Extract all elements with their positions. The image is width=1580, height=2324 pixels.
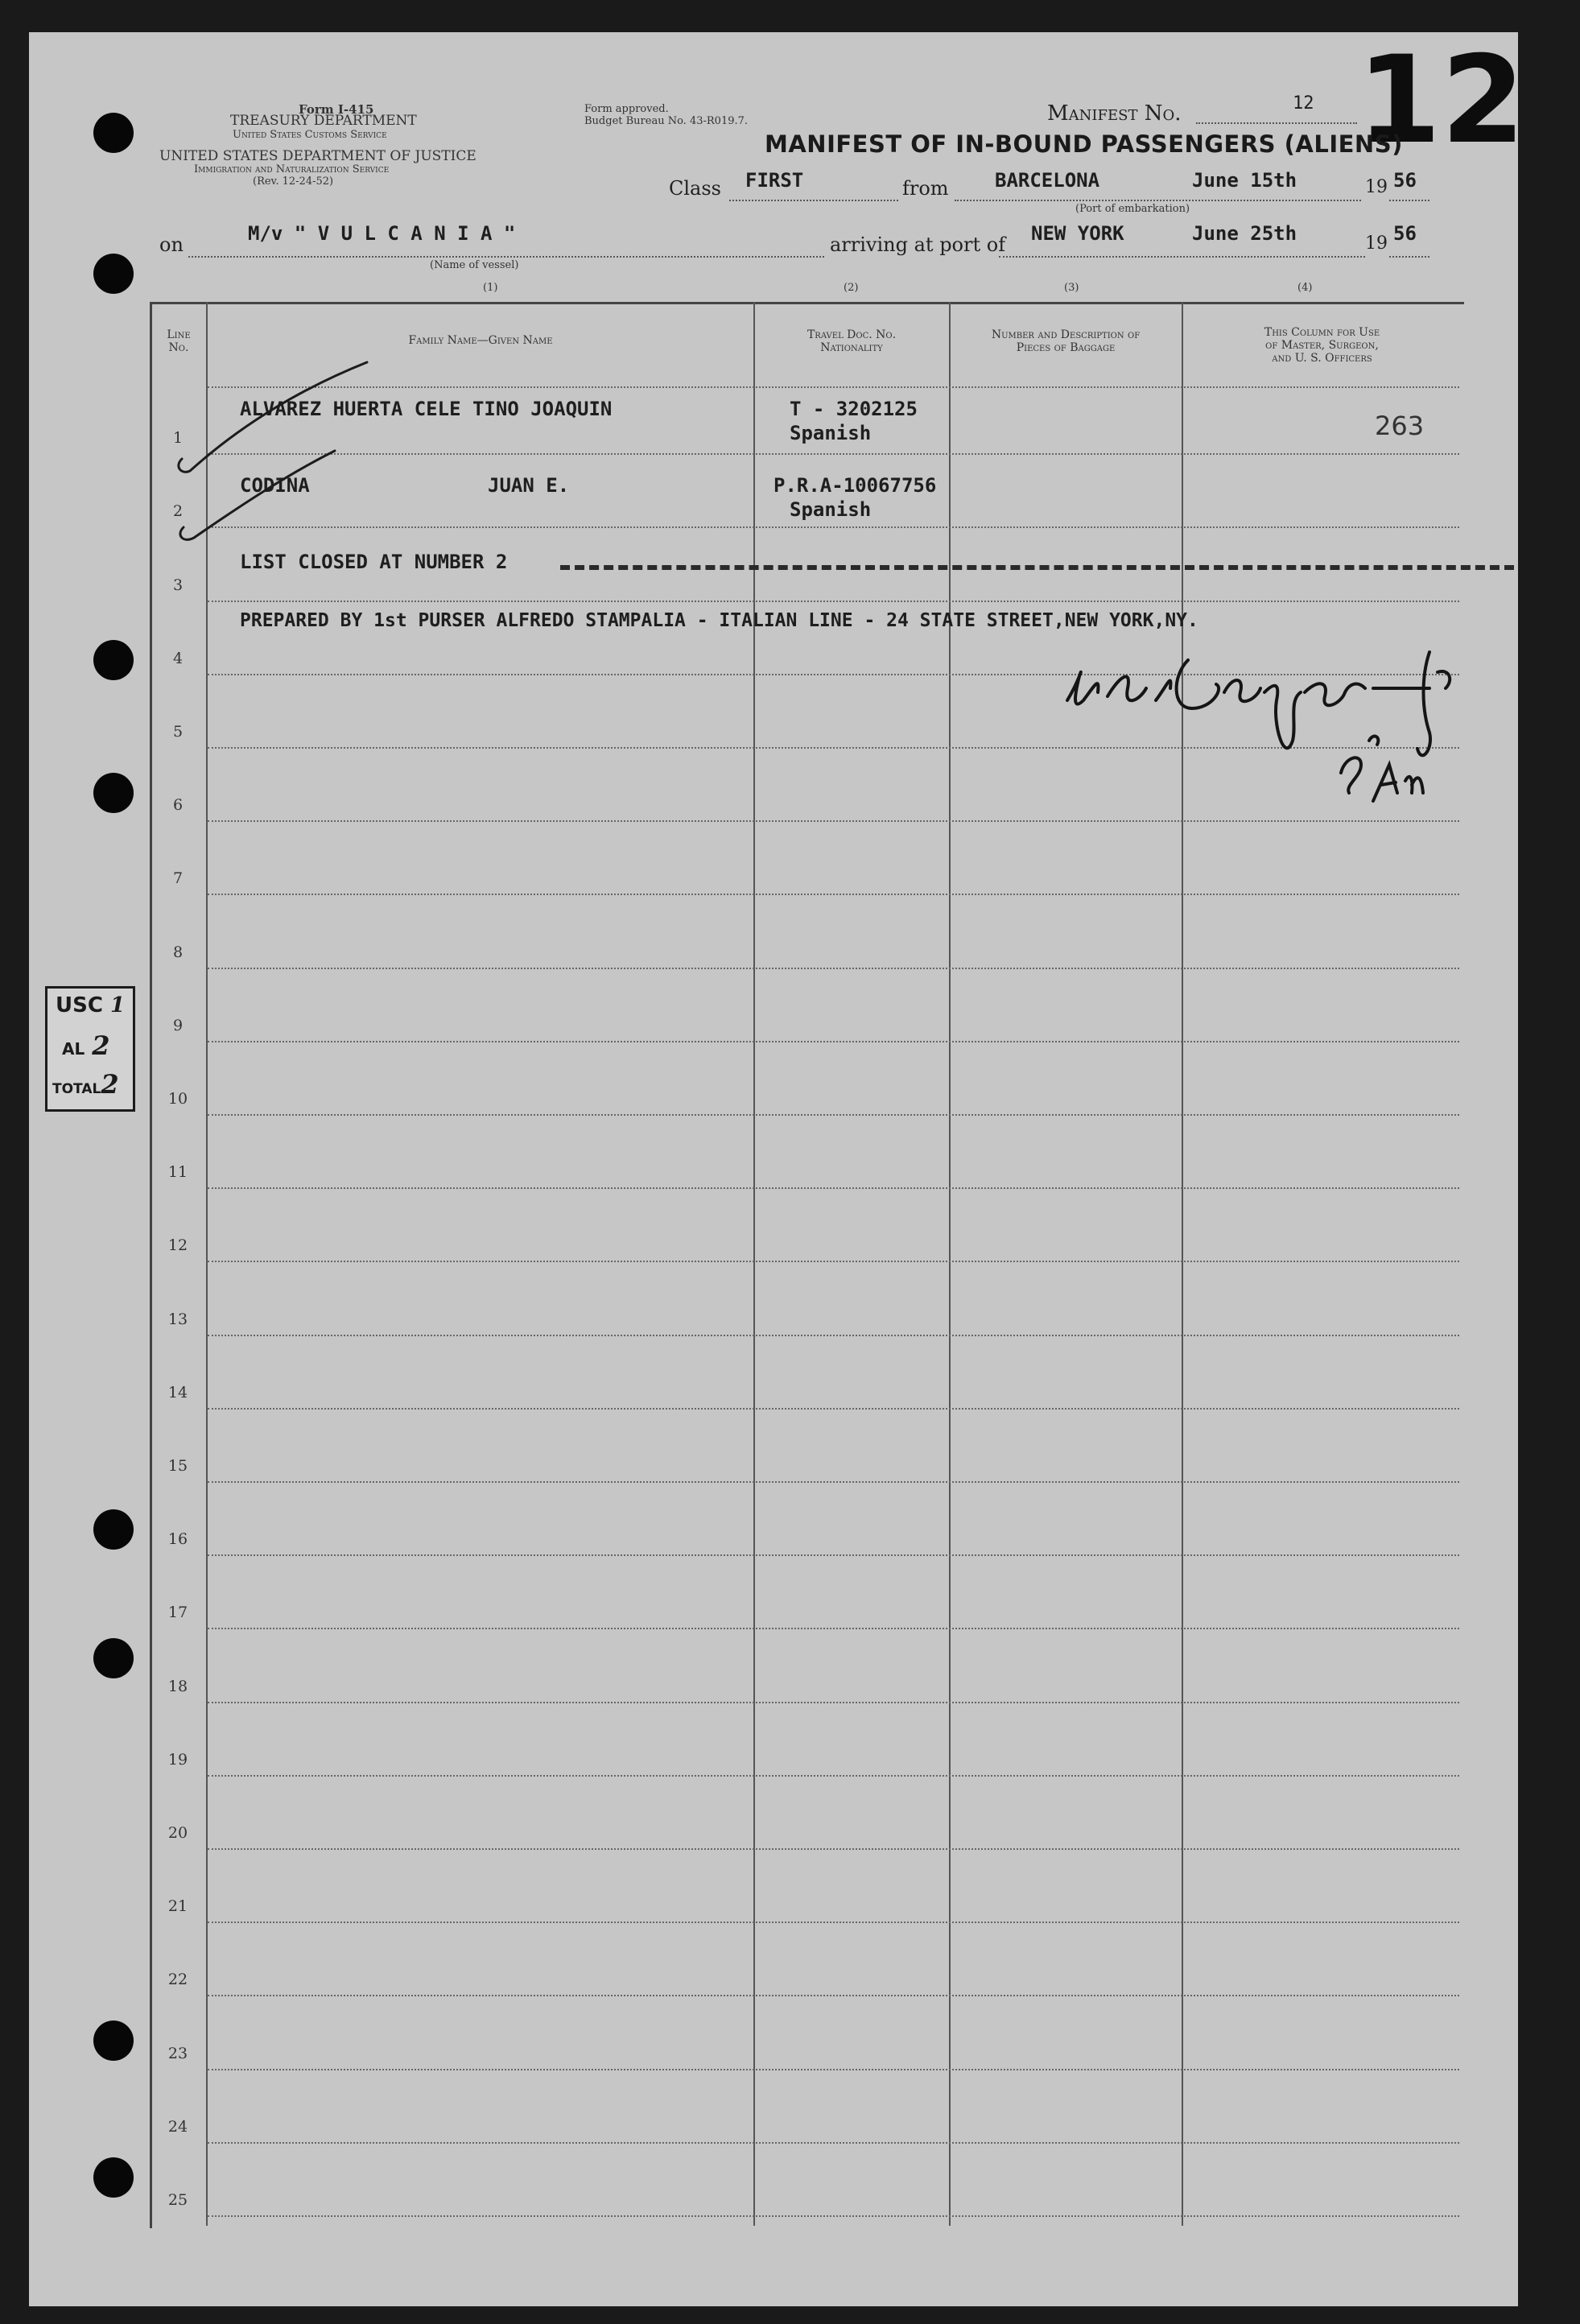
budget-bureau: Budget Bureau No. 43-R019.7.	[584, 115, 749, 127]
binder-hole	[93, 254, 134, 294]
embark-year-prefix: 19	[1365, 177, 1388, 197]
binder-hole	[93, 640, 134, 680]
line-number: 17	[167, 1604, 188, 1622]
line-number: 22	[167, 1971, 188, 1989]
treasury-department: TREASURY DEPARTMENT	[230, 113, 417, 129]
line-number: 16	[167, 1530, 188, 1549]
line-number: 15	[167, 1457, 188, 1475]
vessel-name: M/v " V U L C A N I A "	[248, 222, 516, 245]
binder-hole	[93, 1509, 134, 1550]
entry-2-nationality: Spanish	[790, 498, 872, 521]
line-number: 3	[172, 576, 184, 594]
binder-hole	[93, 113, 134, 153]
column-number: (1)	[483, 282, 498, 294]
manifest-table	[150, 302, 1464, 2228]
form-approved: Form approved.	[584, 103, 669, 115]
column-number: (3)	[1064, 282, 1079, 294]
column-number: (4)	[1297, 282, 1313, 294]
from-label: from	[902, 177, 949, 200]
table-row	[208, 1187, 1459, 1189]
line-number: 1	[172, 429, 184, 448]
usc-stamp: USC 1 AL 2 TOTAL2	[45, 986, 135, 1112]
line-number: 18	[167, 1677, 188, 1695]
column-divider	[206, 302, 208, 2226]
manifest-no-label: Manifest No.	[1047, 101, 1182, 126]
table-row	[208, 1041, 1459, 1042]
line-number: 25	[167, 2191, 188, 2209]
header-line-no: Line No.	[167, 328, 191, 354]
entry-2-family: CODINA	[240, 474, 310, 497]
table-row	[208, 1702, 1459, 1703]
table-row	[208, 2069, 1459, 2070]
line-number: 12	[167, 1236, 188, 1255]
manifest-sheet	[29, 31, 1525, 2306]
arrival-year: 56	[1393, 222, 1417, 245]
table-row	[208, 1335, 1459, 1336]
vessel-caption: (Name of vessel)	[430, 259, 519, 271]
line-number: 13	[167, 1310, 188, 1328]
line-number: 6	[172, 796, 184, 815]
table-row	[208, 1554, 1459, 1556]
line-number: 23	[167, 2044, 188, 2062]
arrival-date: June 25th	[1192, 222, 1297, 245]
line-number: 8	[172, 943, 184, 961]
class-value: FIRST	[745, 169, 804, 192]
arrival-rule	[999, 256, 1365, 258]
vessel-rule	[188, 256, 824, 258]
column-divider	[949, 302, 951, 2226]
line-number: 14	[167, 1383, 188, 1401]
line-number: 11	[167, 1163, 188, 1182]
customs-service: United States Customs Service	[233, 129, 387, 141]
entry-1-officer-note: 263	[1375, 411, 1425, 441]
line-number: 2	[172, 502, 184, 521]
table-row	[208, 601, 1459, 602]
class-label: Class	[669, 177, 721, 200]
header-baggage: Number and Description of Pieces of Baggage	[991, 328, 1141, 354]
prepared-by: PREPARED BY 1st PURSER ALFREDO STAMPALIA - ITALIAN LINE - 24 STATE STREET,NEW YORK,NY.	[240, 610, 1198, 631]
entry-1-nationality: Spanish	[790, 422, 872, 444]
entry-1-name: ALVAREZ HUERTA CELE TINO JOAQUIN	[240, 398, 613, 420]
line-number: 7	[172, 869, 184, 888]
line-number: 21	[167, 1897, 188, 1916]
header-name: Family Name—Given Name	[408, 334, 553, 347]
table-row	[208, 1922, 1459, 1923]
line-number: 4	[172, 649, 184, 667]
from-rule	[955, 200, 1361, 201]
port-of-embarkation: BARCELONA	[995, 169, 1100, 192]
revision: (Rev. 12-24-52)	[253, 175, 334, 188]
header-travel-doc: Travel Doc. No. Nationality	[807, 328, 897, 354]
ins-service: Immigration and Naturalization Service	[194, 163, 390, 175]
class-rule	[729, 200, 898, 201]
binder-hole	[93, 1638, 134, 1678]
column-number: (2)	[844, 282, 859, 294]
table-row	[208, 968, 1459, 969]
port-embarkation-caption: (Port of embarkation)	[1075, 203, 1190, 215]
embark-year: 56	[1393, 169, 1417, 192]
table-row	[208, 1775, 1459, 1777]
column-divider	[1182, 302, 1183, 2226]
justice-department: UNITED STATES DEPARTMENT OF JUSTICE	[159, 148, 476, 164]
manifest-no-value: 12	[1293, 93, 1314, 114]
check-marks	[166, 354, 407, 563]
table-row	[208, 1114, 1459, 1116]
embark-date: June 15th	[1192, 169, 1297, 192]
entry-2-doc: P.R.A-10067756	[773, 474, 937, 497]
table-row	[208, 1261, 1459, 1262]
embark-year-rule	[1389, 200, 1429, 201]
manifest-no-rule	[1196, 122, 1357, 124]
line-number: 5	[172, 723, 184, 741]
column-divider	[753, 302, 755, 2226]
list-closed-dash	[560, 565, 1514, 570]
binder-hole	[93, 773, 134, 813]
on-label: on	[159, 233, 184, 256]
table-row	[208, 1481, 1459, 1483]
form-number: Form I-415	[299, 102, 374, 117]
binder-hole	[93, 2157, 134, 2198]
line-number: 20	[167, 1824, 188, 1842]
manifest-stamp-number: 12	[1357, 31, 1525, 171]
arrival-port: NEW YORK	[1031, 222, 1124, 245]
table-row	[208, 2215, 1459, 2217]
table-row	[208, 1995, 1459, 1996]
line-number: 19	[167, 1750, 188, 1769]
table-row	[208, 820, 1459, 822]
arriving-label: arriving at port of	[830, 233, 1006, 256]
table-row	[208, 1848, 1459, 1850]
line-number: 24	[167, 2117, 188, 2136]
header-officers: This Column for Use of Master, Surgeon, and U. S. Officers	[1264, 326, 1380, 365]
table-row	[208, 1408, 1459, 1410]
line-number: 9	[172, 1016, 184, 1034]
table-row	[208, 894, 1459, 895]
line-number: 10	[167, 1090, 188, 1108]
page-title: MANIFEST OF IN-BOUND PASSENGERS (ALIENS)	[765, 130, 1403, 158]
officer-signature	[1051, 644, 1502, 805]
entry-1-doc: T - 3202125	[790, 398, 918, 420]
list-closed: LIST CLOSED AT NUMBER 2	[240, 551, 508, 573]
entry-2-given: JUAN E.	[488, 474, 570, 497]
table-row	[208, 2142, 1459, 2144]
binder-hole	[93, 2021, 134, 2061]
table-row	[208, 1628, 1459, 1629]
arrival-year-rule	[1389, 256, 1429, 258]
arrival-year-prefix: 19	[1365, 233, 1388, 254]
